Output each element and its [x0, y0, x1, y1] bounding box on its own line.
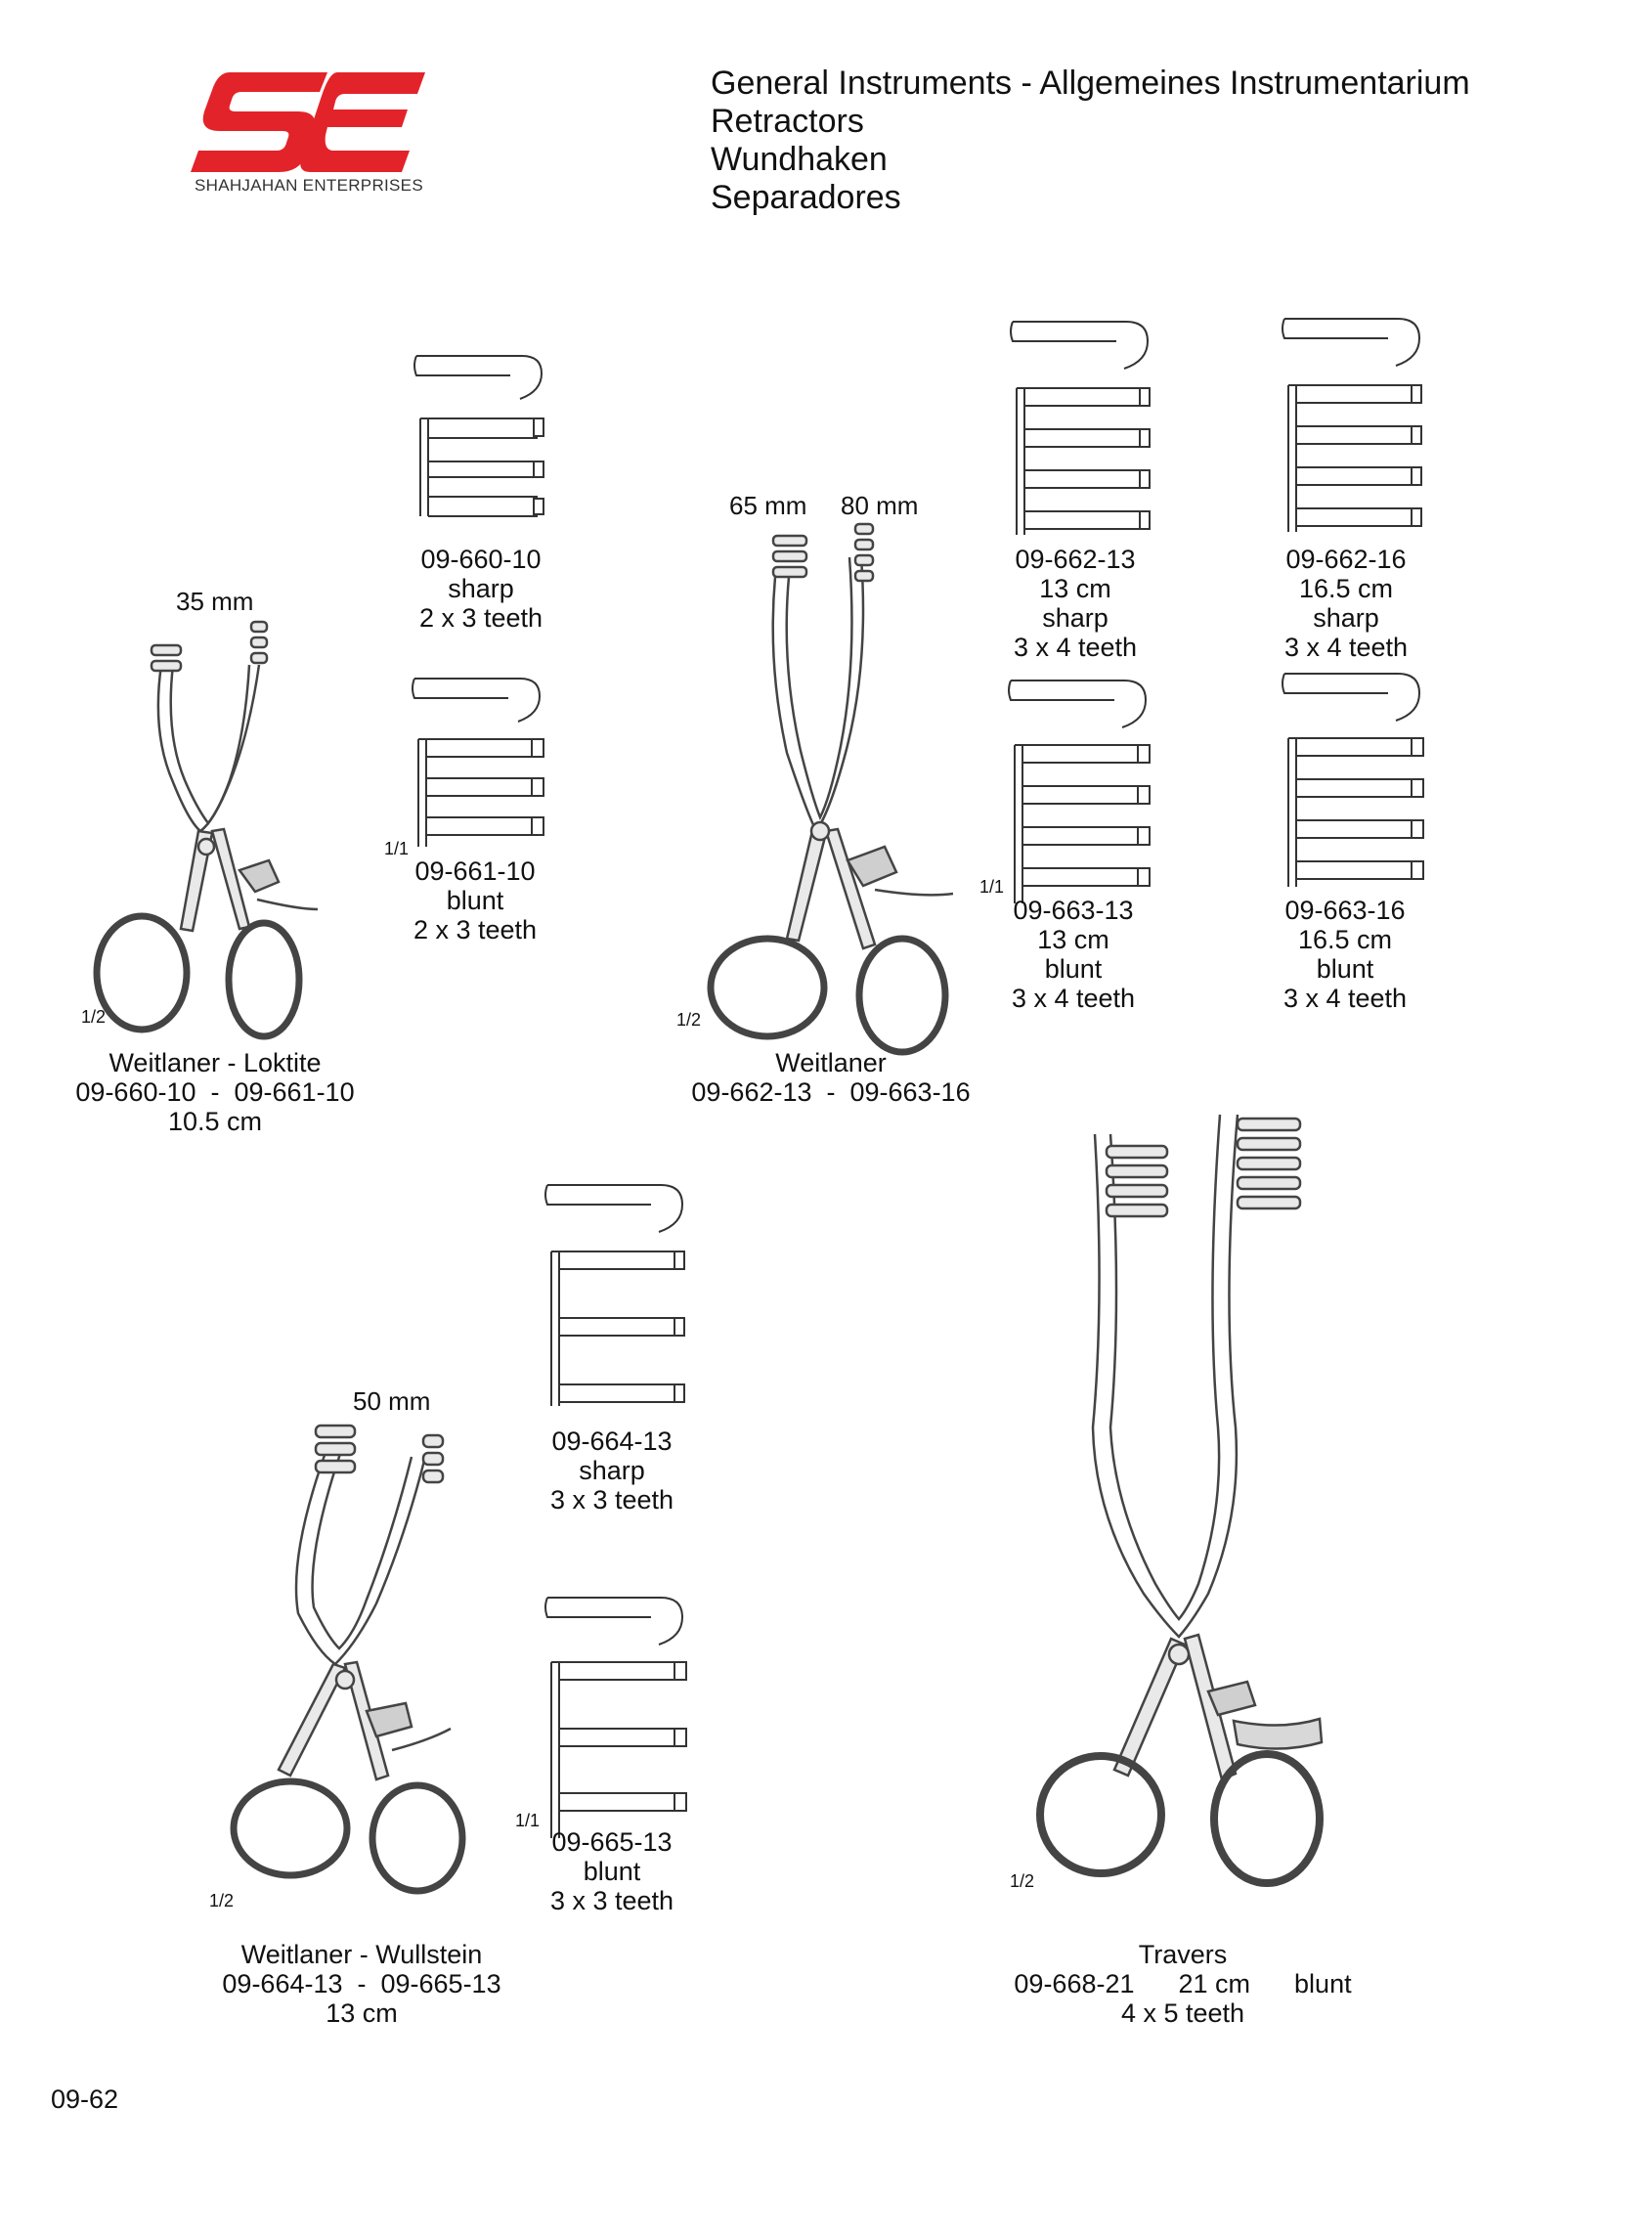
blade-teeth: 3 x 4 teeth — [1013, 633, 1138, 662]
blade-diagram-665-13 — [543, 1594, 690, 1848]
instrument-caption-weitlaner — [674, 1048, 987, 1107]
blade-caption-663-13 — [1001, 896, 1146, 1013]
blade-teeth: 3 x 3 teeth — [549, 1886, 674, 1915]
blade-diagram-664-13 — [543, 1181, 690, 1416]
blade-teeth: 3 x 4 teeth — [1011, 984, 1136, 1013]
instrument-codes: 09-664-13 - 09-665-13 — [222, 1969, 501, 1998]
header-subtitle-es: Separadores — [711, 179, 901, 216]
blade-code: 09-663-13 — [1013, 896, 1134, 925]
blade-code: 09-662-13 — [1015, 545, 1136, 574]
blade-teeth: 2 x 3 teeth — [413, 915, 538, 944]
blade-caption-664-13 — [540, 1427, 684, 1515]
blade-length: 16.5 cm — [1297, 925, 1393, 954]
blade-caption-662-13 — [1003, 545, 1148, 662]
instrument-name: Weitlaner - Loktite — [109, 1048, 322, 1077]
blade-teeth: 3 x 4 teeth — [1282, 984, 1408, 1013]
blade-type: blunt — [583, 1857, 641, 1886]
page-number: 09-62 — [51, 2085, 119, 2114]
blade-diagram-663-13 — [1007, 677, 1153, 911]
blade-code: 09-661-10 — [414, 856, 536, 886]
instrument-travers-drawing — [1017, 1105, 1349, 1897]
blade-type: blunt — [1316, 954, 1374, 984]
blade-type: sharp — [1042, 603, 1109, 633]
wullstein-width-label: 50 mm — [353, 1386, 431, 1416]
blade-teeth: 3 x 3 teeth — [549, 1485, 674, 1515]
instrument-name: Travers — [1138, 1940, 1228, 1969]
blade-type: sharp — [448, 574, 514, 603]
weitlaner-width-label-a: 65 mm — [729, 491, 807, 520]
blade-caption-661-10 — [403, 856, 547, 944]
header-subtitle-en: Retractors — [711, 103, 864, 140]
instrument-codes: 09-662-13 - 09-663-16 — [691, 1077, 971, 1107]
blade-code: 09-665-13 — [551, 1827, 673, 1857]
blade-type: sharp — [1313, 603, 1379, 633]
instrument-caption-wullstein — [205, 1940, 518, 2028]
instrument-weitlaner-drawing — [689, 518, 982, 1056]
blade-diagram-662-16 — [1281, 315, 1427, 540]
instrument-codes: 09-668-21 21 cm blunt — [1014, 1969, 1352, 1998]
blade-caption-660-10 — [409, 545, 553, 633]
blade-teeth: 2 x 3 teeth — [418, 603, 543, 633]
instrument-name: Weitlaner - Wullstein — [240, 1940, 483, 1969]
instrument-length: 13 cm — [326, 1998, 398, 2028]
scale-full-663: 1/1 — [979, 877, 1005, 897]
blade-code: 09-660-10 — [420, 545, 542, 574]
blade-diagram-660-10 — [413, 352, 549, 548]
blade-type: sharp — [579, 1456, 645, 1485]
instrument-caption-loktite — [59, 1048, 371, 1136]
blade-type: blunt — [446, 886, 504, 915]
blade-length: 13 cm — [1039, 574, 1111, 603]
blade-type: blunt — [1044, 954, 1103, 984]
weitlaner-width-label-b: 80 mm — [841, 491, 919, 520]
blade-caption-665-13 — [540, 1827, 684, 1915]
scale-full-665: 1/1 — [515, 1811, 541, 1830]
blade-caption-662-16 — [1274, 545, 1418, 662]
blade-diagram-663-16 — [1281, 670, 1427, 904]
instrument-name: Weitlaner — [775, 1048, 887, 1077]
header-title: General Instruments - Allgemeines Instrumentarium — [711, 65, 1470, 102]
instrument-length: 10.5 cm — [167, 1107, 263, 1136]
header-subtitle-de: Wundhaken — [711, 141, 888, 178]
company-name: SHAHJAHAN ENTERPRISES — [195, 176, 423, 195]
instrument-teeth: 4 x 5 teeth — [1120, 1998, 1245, 2028]
instrument-caption-travers — [987, 1940, 1378, 2028]
blade-length: 16.5 cm — [1298, 574, 1394, 603]
scale-full-661: 1/1 — [384, 839, 410, 858]
blade-teeth: 3 x 4 teeth — [1283, 633, 1409, 662]
scale-half-wullstein: 1/2 — [209, 1891, 235, 1910]
blade-diagram-661-10 — [411, 675, 547, 870]
blade-code: 09-663-16 — [1284, 896, 1406, 925]
instrument-loktite-drawing — [83, 616, 337, 1046]
company-logo — [191, 70, 425, 178]
blade-code: 09-664-13 — [551, 1427, 673, 1456]
blade-length: 13 cm — [1037, 925, 1109, 954]
blade-caption-663-16 — [1273, 896, 1417, 1013]
instrument-codes: 09-660-10 - 09-661-10 — [75, 1077, 355, 1107]
scale-half-loktite: 1/2 — [81, 1007, 107, 1027]
instrument-wullstein-drawing — [220, 1418, 513, 1907]
scale-half-weitlaner: 1/2 — [676, 1010, 702, 1030]
blade-diagram-662-13 — [1009, 318, 1155, 543]
loktite-width-label: 35 mm — [176, 587, 254, 616]
scale-half-travers: 1/2 — [1010, 1871, 1035, 1891]
blade-code: 09-662-16 — [1285, 545, 1407, 574]
